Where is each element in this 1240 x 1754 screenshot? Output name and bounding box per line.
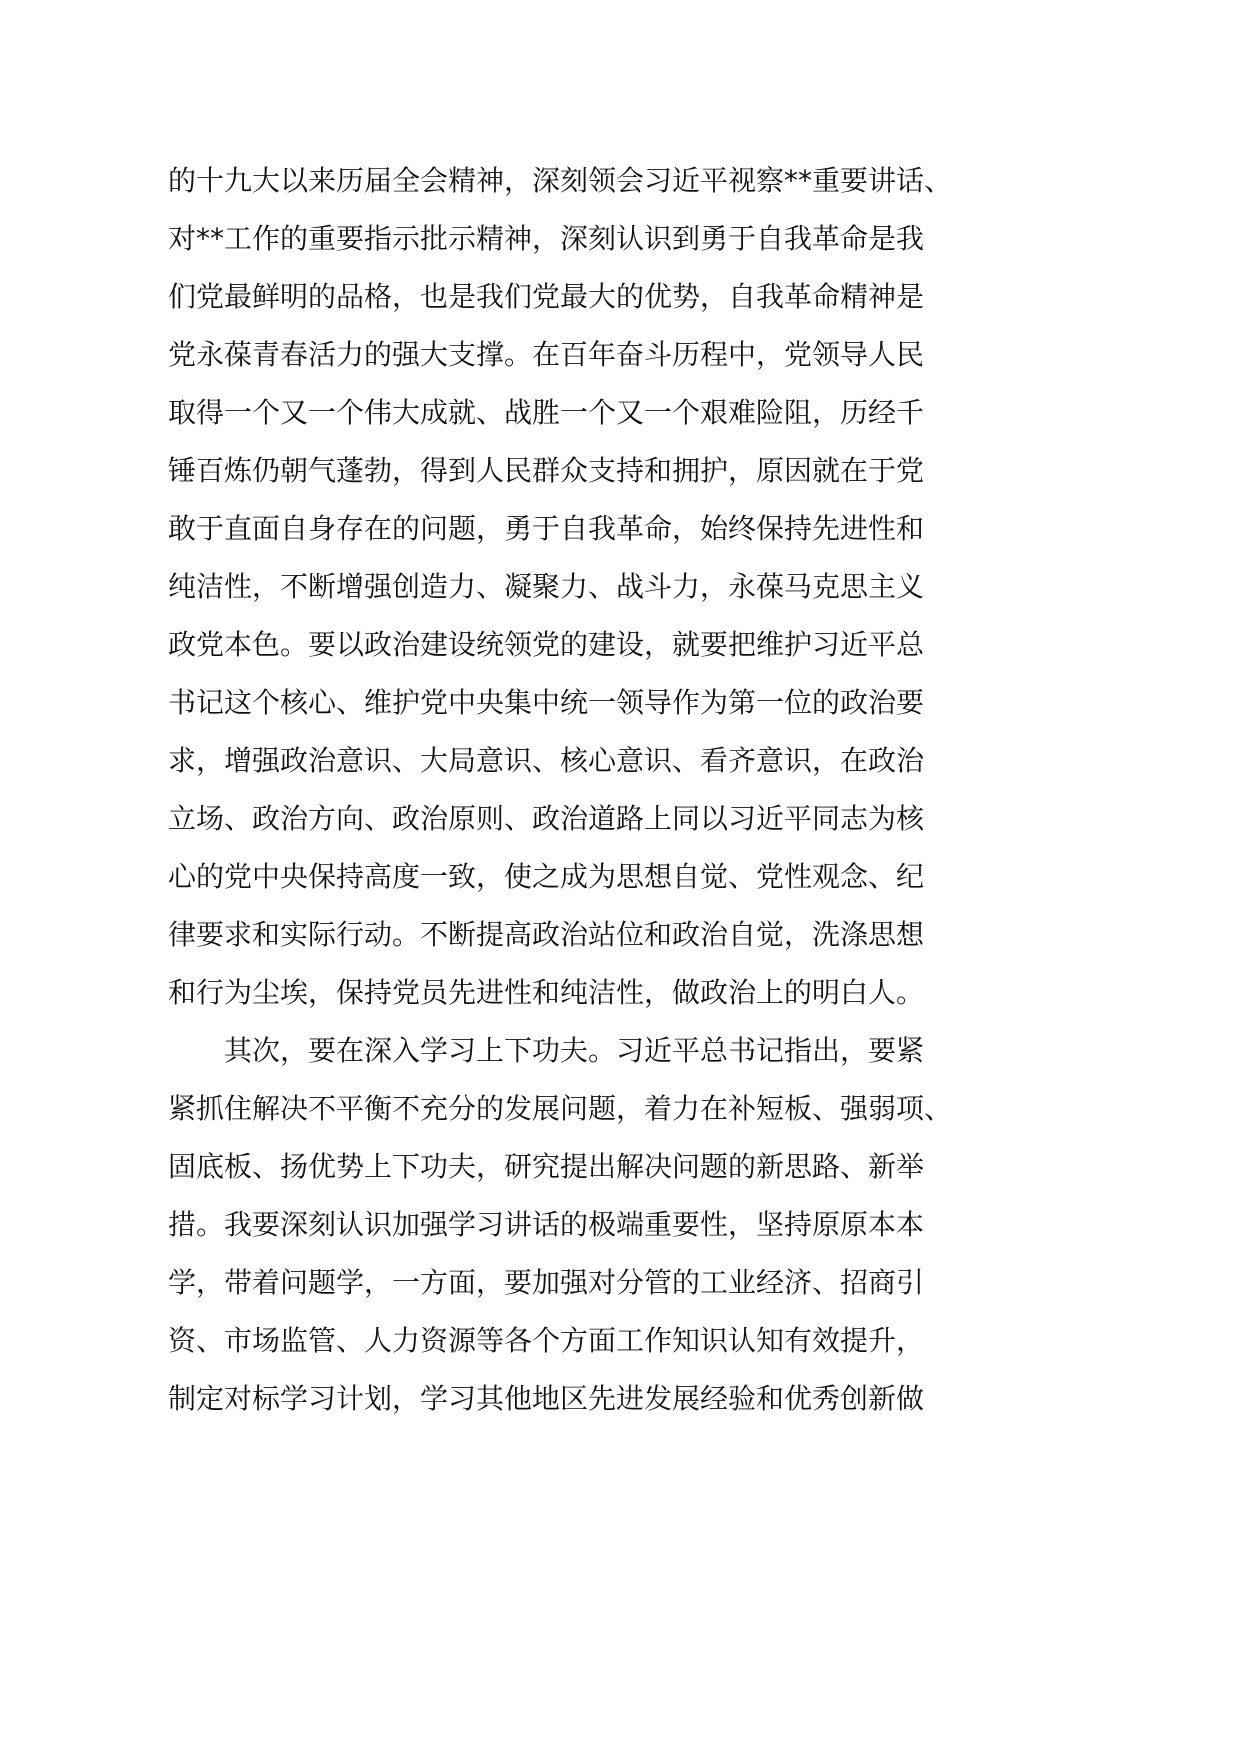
text-line: 心的党中央保持高度一致，使之成为思想自觉、党性观念、纪 — [168, 860, 925, 893]
paragraph-2 — [168, 1022, 953, 1428]
text-line: 党永葆青春活力的强大支撑。在百年奋斗历程中，党领导人民 — [168, 338, 925, 371]
document-body — [168, 152, 953, 1428]
text-line: 敢于直面自身存在的问题，勇于自我革命，始终保持先进性和 — [168, 512, 925, 545]
paragraph-1 — [168, 152, 953, 1022]
text-line: 的十九大以来历届全会精神，深刻领会习近平视察**重要讲话、 — [168, 164, 953, 197]
text-line: 纯洁性，不断增强创造力、凝聚力、战斗力，永葆马克思主义 — [168, 570, 925, 603]
text-line: 求，增强政治意识、大局意识、核心意识、看齐意识，在政治 — [168, 744, 925, 777]
text-line: 立场、政治方向、政治原则、政治道路上同以习近平同志为核 — [168, 802, 925, 835]
text-line: 取得一个又一个伟大成就、战胜一个又一个艰难险阻，历经千 — [168, 396, 925, 429]
text-line: 书记这个核心、维护党中央集中统一领导作为第一位的政治要 — [168, 686, 925, 719]
text-line: 其次，要在深入学习上下功夫。习近平总书记指出，要紧 — [224, 1034, 925, 1067]
text-line: 固底板、扬优势上下功夫，研究提出解决问题的新思路、新举 — [168, 1150, 925, 1183]
text-line: 资、市场监管、人力资源等各个方面工作知识认知有效提升， — [168, 1324, 925, 1357]
text-line: 律要求和实际行动。不断提高政治站位和政治自觉，洗涤思想 — [168, 918, 925, 951]
text-line: 们党最鲜明的品格，也是我们党最大的优势，自我革命精神是 — [168, 280, 925, 313]
text-line: 措。我要深刻认识加强学习讲话的极端重要性，坚持原原本本 — [168, 1208, 925, 1241]
text-line: 和行为尘埃，保持党员先进性和纯洁性，做政治上的明白人。 — [168, 976, 925, 1009]
text-line: 政党本色。要以政治建设统领党的建设，就要把维护习近平总 — [168, 628, 925, 661]
text-line: 紧抓住解决不平衡不充分的发展问题，着力在补短板、强弱项、 — [168, 1092, 953, 1125]
text-line: 学，带着问题学，一方面，要加强对分管的工业经济、招商引 — [168, 1266, 925, 1299]
text-line: 对**工作的重要指示批示精神，深刻认识到勇于自我革命是我 — [168, 222, 925, 255]
text-line: 制定对标学习计划，学习其他地区先进发展经验和优秀创新做 — [168, 1382, 925, 1415]
text-line: 锤百炼仍朝气蓬勃，得到人民群众支持和拥护，原因就在于党 — [168, 454, 925, 487]
